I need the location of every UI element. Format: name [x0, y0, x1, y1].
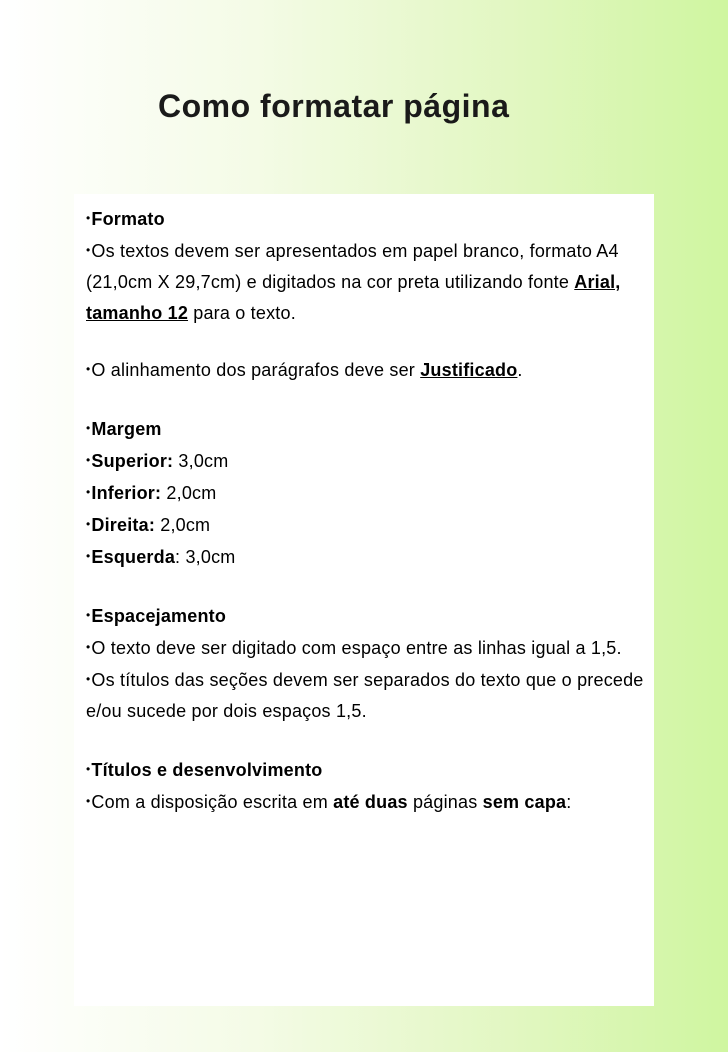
bullet-icon: •	[86, 362, 91, 376]
alignment-value: Justificado	[420, 360, 518, 380]
espacamento-section-spacing: •Os títulos das seções devem ser separados do texto que o precede e/ou sucede por dois espaços 1,5.	[86, 670, 644, 721]
font-spec: Arial, tamanho 12	[86, 272, 621, 323]
formato-heading: •Formato	[86, 209, 165, 229]
titulos-description: •Com a disposição escrita em até duas páginas sem capa:	[86, 792, 572, 812]
espacamento-heading: •Espacejamento	[86, 606, 227, 626]
content-box	[74, 194, 654, 1006]
bullet-icon: •	[86, 640, 91, 654]
bullet-icon: •	[86, 243, 91, 257]
espacamento-line-spacing: •O texto deve ser digitado com espaço entre as linhas igual a 1,5.	[86, 638, 622, 658]
bullet-icon: •	[86, 211, 91, 225]
alignment-note: •O alinhamento dos parágrafos deve ser Justificado.	[86, 360, 523, 380]
bullet-icon: •	[86, 517, 91, 531]
bullet-icon: •	[86, 672, 91, 686]
bullet-icon: •	[86, 549, 91, 563]
bullet-icon: •	[86, 794, 91, 808]
formato-description: •Os textos devem ser apresentados em papel branco, formato A4 (21,0cm X 29,7cm) e digitados na cor preta utilizando fonte Arial, tamanho 12 para o texto.	[86, 241, 621, 323]
page-title: Como formatar página	[158, 88, 510, 124]
bullet-icon: •	[86, 485, 91, 499]
margin-item-direita: •Direita: 2,0cm	[86, 515, 211, 535]
bullet-icon: •	[86, 762, 91, 776]
bullet-icon: •	[86, 453, 91, 467]
margin-item-superior: •Superior: 3,0cm	[86, 451, 229, 471]
margin-item-esquerda: •Esquerda: 3,0cm	[86, 547, 236, 567]
bullet-icon: •	[86, 421, 91, 435]
bullet-icon: •	[86, 608, 91, 622]
titulos-heading: •Títulos e desenvolvimento	[86, 760, 323, 780]
margin-item-inferior: •Inferior: 2,0cm	[86, 483, 217, 503]
margem-heading: •Margem	[86, 419, 162, 439]
